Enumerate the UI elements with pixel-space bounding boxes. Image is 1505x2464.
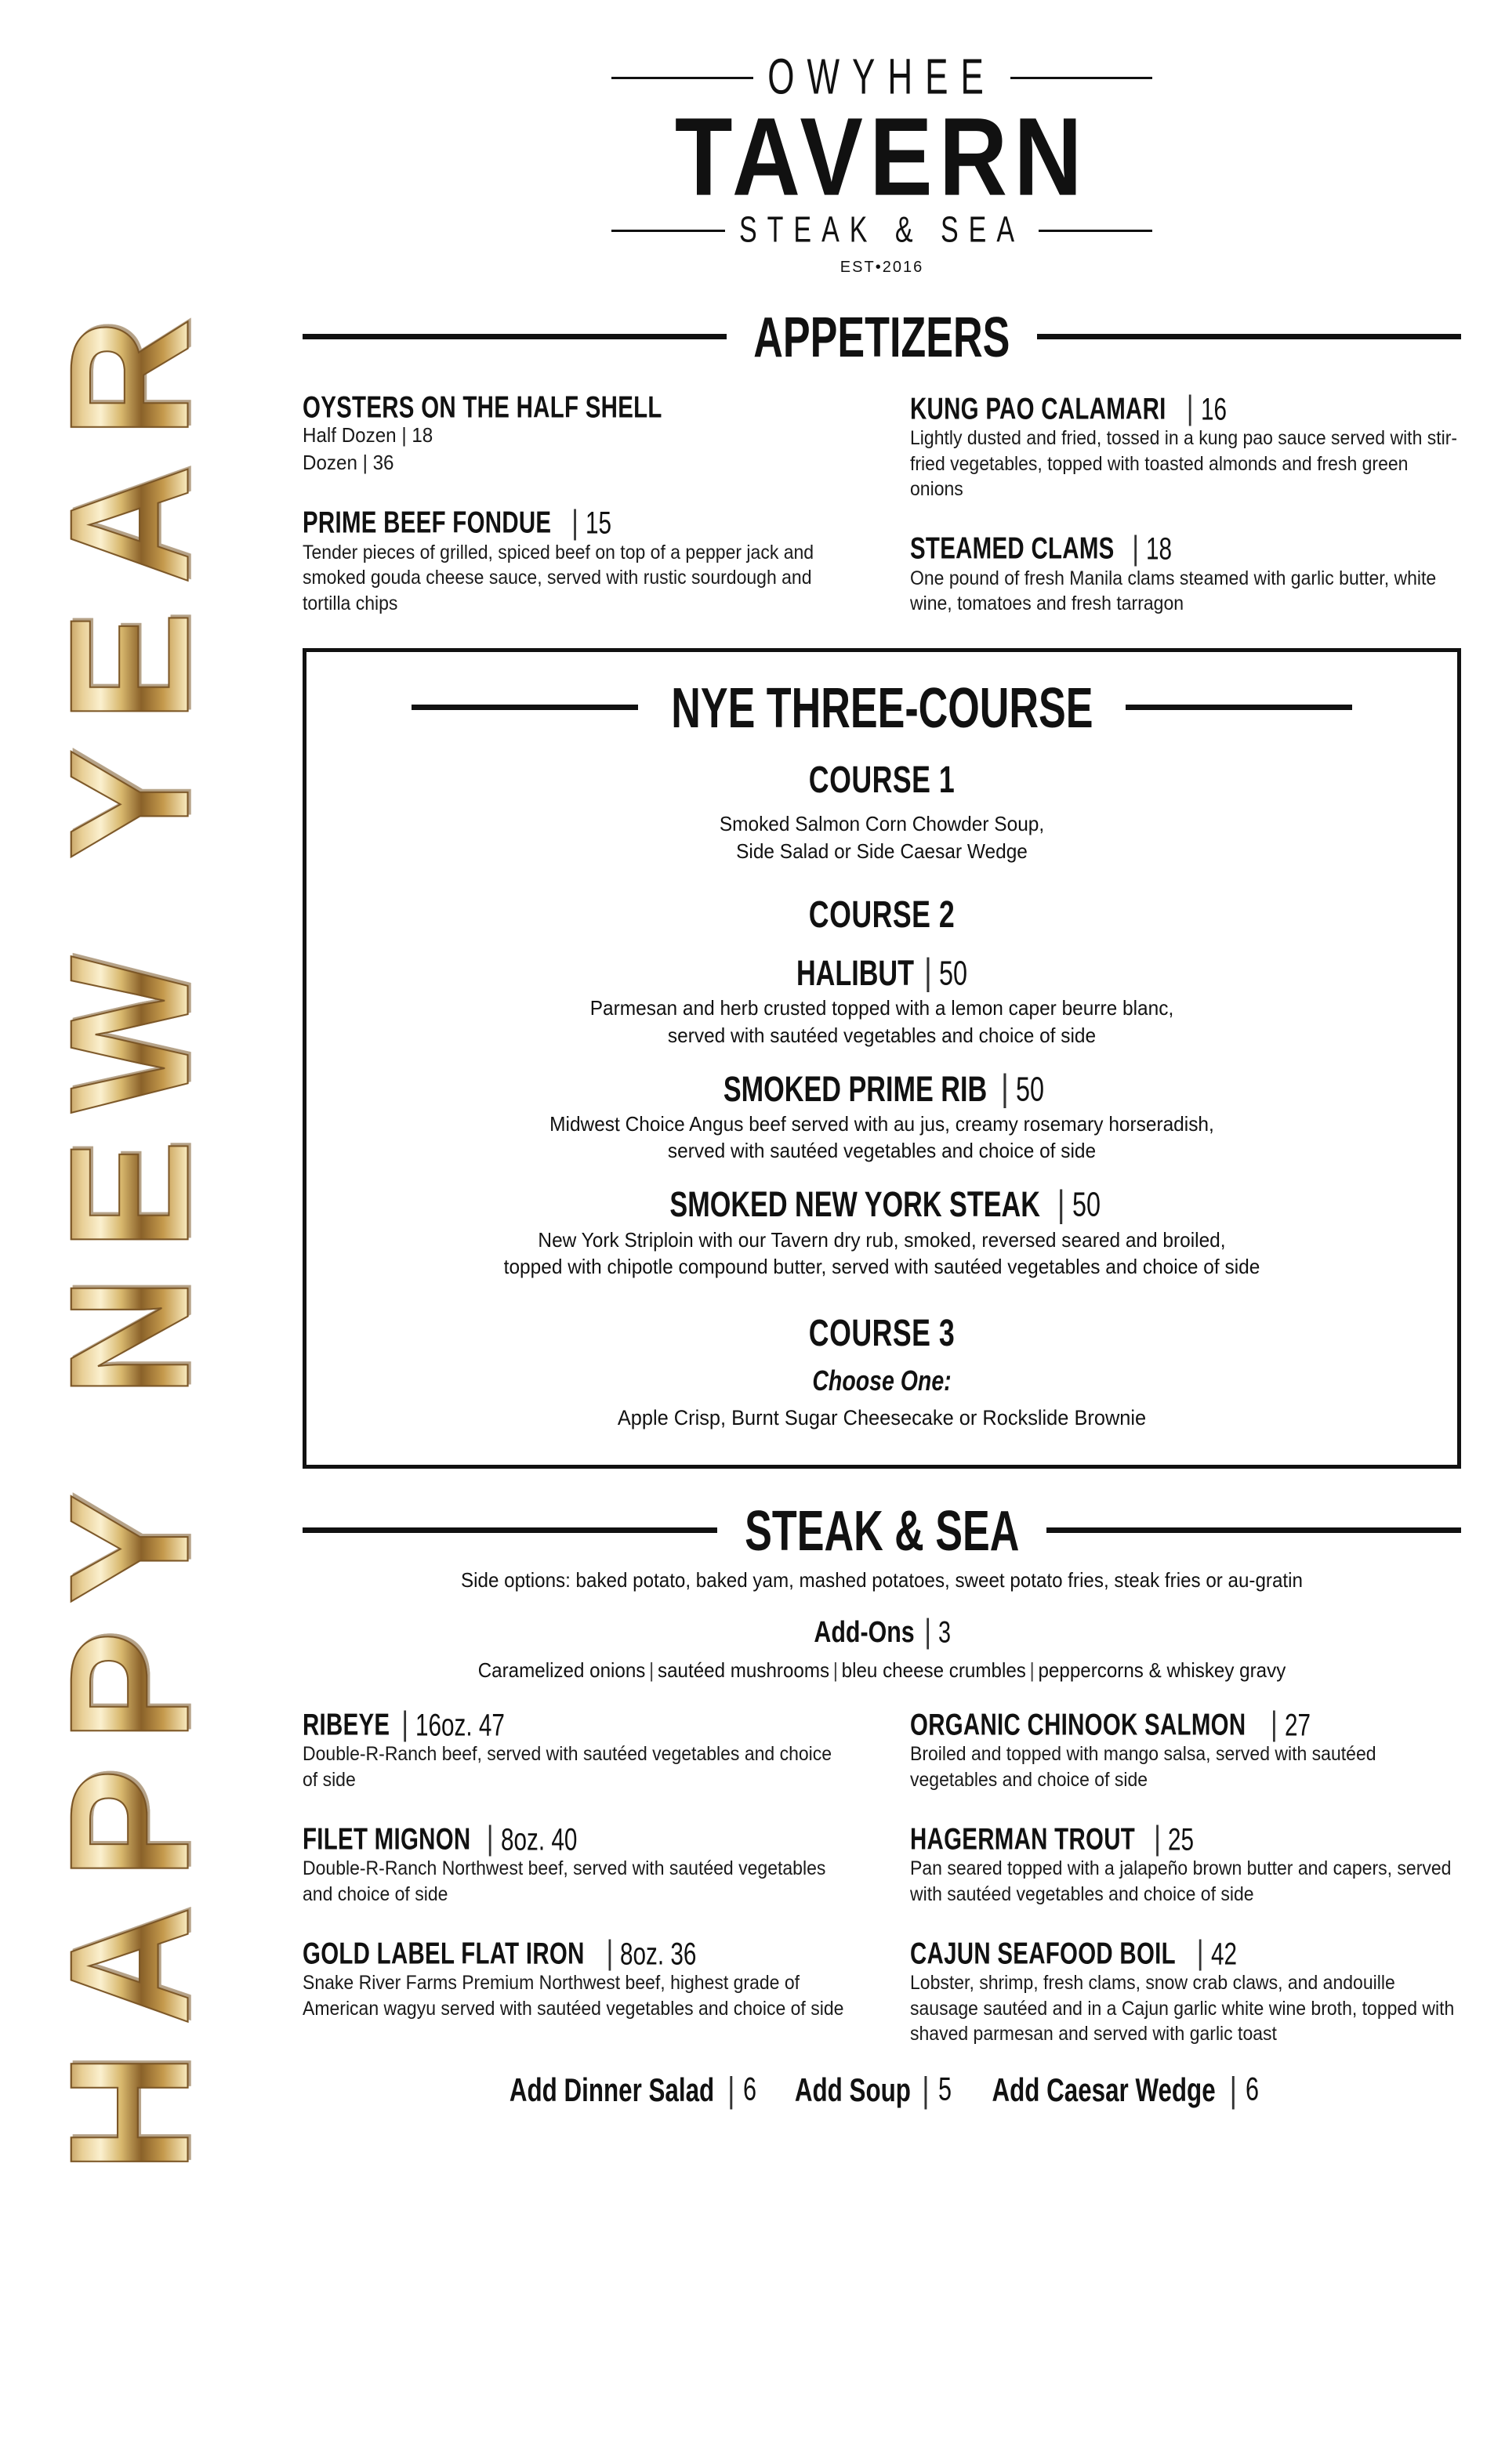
happy-new-year-text: HAPPY NEW YEAR <box>34 291 224 2173</box>
menu-item-header <box>910 1820 1461 1857</box>
menu-item-price: 16oz. 47 <box>415 1706 506 1742</box>
menu-item <box>910 390 1461 502</box>
menu-item-header <box>910 1934 1461 1972</box>
price-separator: | <box>606 1934 614 1972</box>
addons-price: 3 <box>938 1614 952 1650</box>
price-separator: | <box>1270 1705 1278 1743</box>
menu-item-name: RIBEYE <box>303 1707 390 1742</box>
menu-item-name: PRIME BEEF FONDUE <box>303 505 552 540</box>
appetizers-columns <box>303 390 1461 617</box>
menu-item-price: 50 <box>1072 1184 1101 1224</box>
menu-item-description: Midwest Choice Angus beef served with au jus, creamy rosemary horseradish, <box>549 1112 1214 1136</box>
course-1-line-2: Side Salad or Side Caesar Wedge <box>736 839 1028 863</box>
price-separator: | <box>1057 1183 1065 1225</box>
restaurant-logo <box>259 0 1505 277</box>
menu-item-description: Parmesan and herb crusted topped with a lemon caper beurre blanc, <box>589 996 1174 1020</box>
menu-item <box>303 1705 854 1792</box>
footer-addon-price: 6 <box>1245 2071 1259 2108</box>
menu-item-description-2: served with sautéed vegetables and choice of side <box>667 1139 1097 1163</box>
addon-divider: | <box>1029 1658 1035 1683</box>
menu-item-price: 50 <box>938 953 967 993</box>
menu-item-price: 15 <box>585 505 611 541</box>
heading-rule-left <box>303 1527 717 1533</box>
logo-established: EST•2016 <box>840 259 924 277</box>
menu-item <box>343 952 1421 994</box>
heading-rule-right <box>1037 334 1461 339</box>
menu-item-price: 50 <box>1015 1068 1044 1108</box>
menu-item-name: ORGANIC CHINOOK SALMON <box>910 1707 1246 1742</box>
addon-divider: | <box>649 1658 655 1683</box>
menu-item-description: Double-R-Ranch beef, served with sautéed vegetables and choice of side <box>303 1743 832 1791</box>
logo-rule-left <box>611 77 753 79</box>
menu-item <box>303 390 854 476</box>
nye-three-course-box <box>303 648 1461 1469</box>
menu-item <box>910 1820 1461 1907</box>
logo-rule-right-2 <box>1039 230 1152 232</box>
price-separator: | <box>727 2069 735 2110</box>
price-separator: | <box>922 2069 930 2110</box>
addon-item: Caramelized onions <box>477 1658 646 1683</box>
footer-addon-price: 6 <box>743 2071 757 2108</box>
menu-item-name: STEAMED CLAMS <box>910 531 1115 566</box>
steak-and-sea-section <box>259 1498 1505 2127</box>
logo-rule-left-2 <box>611 230 725 232</box>
menu-item <box>910 1934 1461 2047</box>
menu-item <box>910 1705 1461 1792</box>
appetizers-title: APPETIZERS <box>753 304 1010 369</box>
menu-item-name: HALIBUT <box>796 952 915 994</box>
footer-addon-item <box>986 2069 1259 2110</box>
logo-owyhee: OWYHEE <box>767 49 996 105</box>
price-separator: | <box>1132 529 1140 567</box>
course-2-title: COURSE 2 <box>808 894 956 937</box>
menu-page <box>259 0 1505 2464</box>
logo-steak-and-sea: STEAK & SEA <box>738 210 1025 251</box>
menu-item-description: Double-R-Ranch Northwest beef, served with sautéed vegetables and choice of side <box>303 1857 826 1905</box>
heading-rule-left <box>303 334 727 339</box>
menu-item-description: Lightly dusted and fried, tossed in a kung pao sauce served with stir-fried vegetables, topped with toasted almonds and fresh green onions <box>910 427 1458 501</box>
price-separator: | <box>924 1613 932 1651</box>
menu-item-description: Tender pieces of grilled, spiced beef on top of a pepper jack and smoked gouda cheese sauce, served with rustic sourdough and tortilla chips <box>303 541 814 614</box>
menu-item-price: 25 <box>1167 1821 1195 1857</box>
menu-item-description: One pound of fresh Manila clams steamed with garlic butter, white wine, tomatoes and fresh tarragon <box>910 567 1437 615</box>
menu-item-name: SMOKED NEW YORK STEAK <box>669 1183 1041 1225</box>
addon-item: bleu cheese crumbles <box>841 1658 1026 1683</box>
menu-item-price: 8oz. 40 <box>500 1821 578 1857</box>
menu-item-price: 16 <box>1200 390 1227 426</box>
price-separator: | <box>1196 1934 1204 1972</box>
logo-rule-right <box>1010 77 1152 79</box>
addon-divider: | <box>832 1658 839 1683</box>
menu-item-description: Snake River Farms Premium Northwest beef, highest grade of American wagyu served with sautéed vegetables and choice of side <box>303 1972 844 2020</box>
appetizers-right-column <box>910 390 1461 617</box>
price-separator: | <box>1001 1067 1009 1110</box>
steak-and-sea-title: STEAK & SEA <box>744 1498 1020 1563</box>
menu-item <box>303 1820 854 1907</box>
logo-tavern: TAVERN <box>674 94 1089 219</box>
nye-heading <box>412 675 1352 740</box>
menu-item <box>343 1067 1421 1110</box>
menu-item-header <box>303 390 854 425</box>
menu-item <box>910 529 1461 617</box>
menu-item-name: HAGERMAN TROUT <box>910 1821 1136 1857</box>
menu-item-price: 42 <box>1210 1935 1237 1971</box>
footer-addon-item <box>792 2069 952 2110</box>
steak-and-sea-left-column <box>303 1705 854 2047</box>
appetizers-section <box>259 304 1505 617</box>
menu-item-variant: Half Dozen | 18 <box>303 423 433 448</box>
logo-bottom-row <box>611 210 1152 251</box>
addons-list <box>343 1658 1421 1683</box>
menu-item-description-2: topped with chipotle compound butter, served with sautéed vegetables and choice of side <box>503 1254 1260 1278</box>
addons-label: Add-Ons <box>814 1614 915 1649</box>
price-separator: | <box>1229 2069 1237 2110</box>
menu-item-header <box>303 1705 854 1743</box>
heading-rule-right <box>1046 1527 1461 1533</box>
menu-item-header <box>303 1934 854 1972</box>
price-separator: | <box>1154 1820 1161 1857</box>
menu-item-header <box>910 529 1461 567</box>
menu-item-name: CAJUN SEAFOOD BOIL <box>910 1936 1176 1971</box>
addon-item: sautéed mushrooms <box>657 1658 830 1683</box>
price-separator: | <box>571 504 578 542</box>
menu-item-variant: Dozen | 36 <box>303 451 394 475</box>
appetizers-left-column <box>303 390 854 617</box>
footer-addons <box>303 2069 1461 2127</box>
course-3-title: COURSE 3 <box>808 1313 956 1356</box>
heading-rule-left <box>412 705 638 710</box>
course-1-line-1: Smoked Salmon Corn Chowder Soup, <box>719 811 1045 835</box>
appetizers-heading <box>303 304 1461 369</box>
steak-and-sea-right-column <box>910 1705 1461 2047</box>
addon-item: peppercorns & whiskey gravy <box>1038 1658 1286 1683</box>
footer-addon-label: Add Caesar Wedge <box>992 2071 1217 2108</box>
menu-item-header <box>910 1705 1461 1743</box>
side-options-note: Side options: baked potato, baked yam, mashed potatoes, sweet potato fries, steak fries or au-gratin <box>461 1568 1303 1593</box>
menu-item-name: OYSTERS ON THE HALF SHELL <box>303 390 662 425</box>
footer-addon-label: Add Dinner Salad <box>509 2071 715 2108</box>
menu-item-header <box>910 390 1461 427</box>
menu-item-price: 8oz. 36 <box>620 1935 697 1971</box>
course-3-options: Apple Crisp, Burnt Sugar Cheesecake or Rockslide Brownie <box>617 1406 1147 1430</box>
menu-item-name: FILET MIGNON <box>303 1821 471 1857</box>
price-separator: | <box>401 1705 409 1743</box>
menu-item-description-2: served with sautéed vegetables and choice of side <box>667 1023 1097 1047</box>
price-separator: | <box>486 1820 494 1857</box>
menu-item-description: New York Striploin with our Tavern dry rub, smoked, reversed seared and broiled, <box>538 1227 1226 1252</box>
steak-and-sea-columns <box>303 1705 1461 2047</box>
steak-and-sea-heading <box>303 1498 1461 1563</box>
menu-item <box>303 504 854 617</box>
price-separator: | <box>924 952 932 994</box>
menu-item-description: Pan seared topped with a jalapeño brown butter and capers, served with sautéed vegetables and choice of side <box>910 1857 1452 1905</box>
menu-item-name: SMOKED PRIME RIB <box>723 1068 988 1109</box>
footer-addon-label: Add Soup <box>795 2071 912 2108</box>
menu-item-price: 27 <box>1284 1706 1311 1742</box>
nye-title: NYE THREE-COURSE <box>670 675 1093 740</box>
menu-item-description: Lobster, shrimp, fresh clams, snow crab claws, and andouille sausage sautéed and in a Cajun garlic white wine broth, topped with shaved parmesan and served with garlic toast <box>910 1972 1455 2045</box>
menu-item <box>343 1183 1421 1225</box>
addons-heading <box>303 1613 1461 1651</box>
footer-addon-price: 5 <box>937 2071 952 2108</box>
footer-addon-item <box>504 2069 757 2110</box>
menu-item-name: GOLD LABEL FLAT IRON <box>303 1936 585 1971</box>
menu-item-price: 18 <box>1146 531 1173 567</box>
menu-item-description: Broiled and topped with mango salsa, served with sautéed vegetables and choice of side <box>910 1743 1376 1791</box>
choose-one-label: Choose One: <box>812 1365 952 1397</box>
logo-top-row <box>611 49 1152 105</box>
course-1-title: COURSE 1 <box>808 759 956 802</box>
menu-item <box>303 1934 854 2021</box>
menu-item-header <box>303 1820 854 1857</box>
happy-new-year-banner <box>0 0 259 2464</box>
price-separator: | <box>1186 390 1194 427</box>
menu-item-header <box>303 504 854 542</box>
heading-rule-right <box>1126 705 1352 710</box>
menu-item-name: KUNG PAO CALAMARI <box>910 391 1166 426</box>
